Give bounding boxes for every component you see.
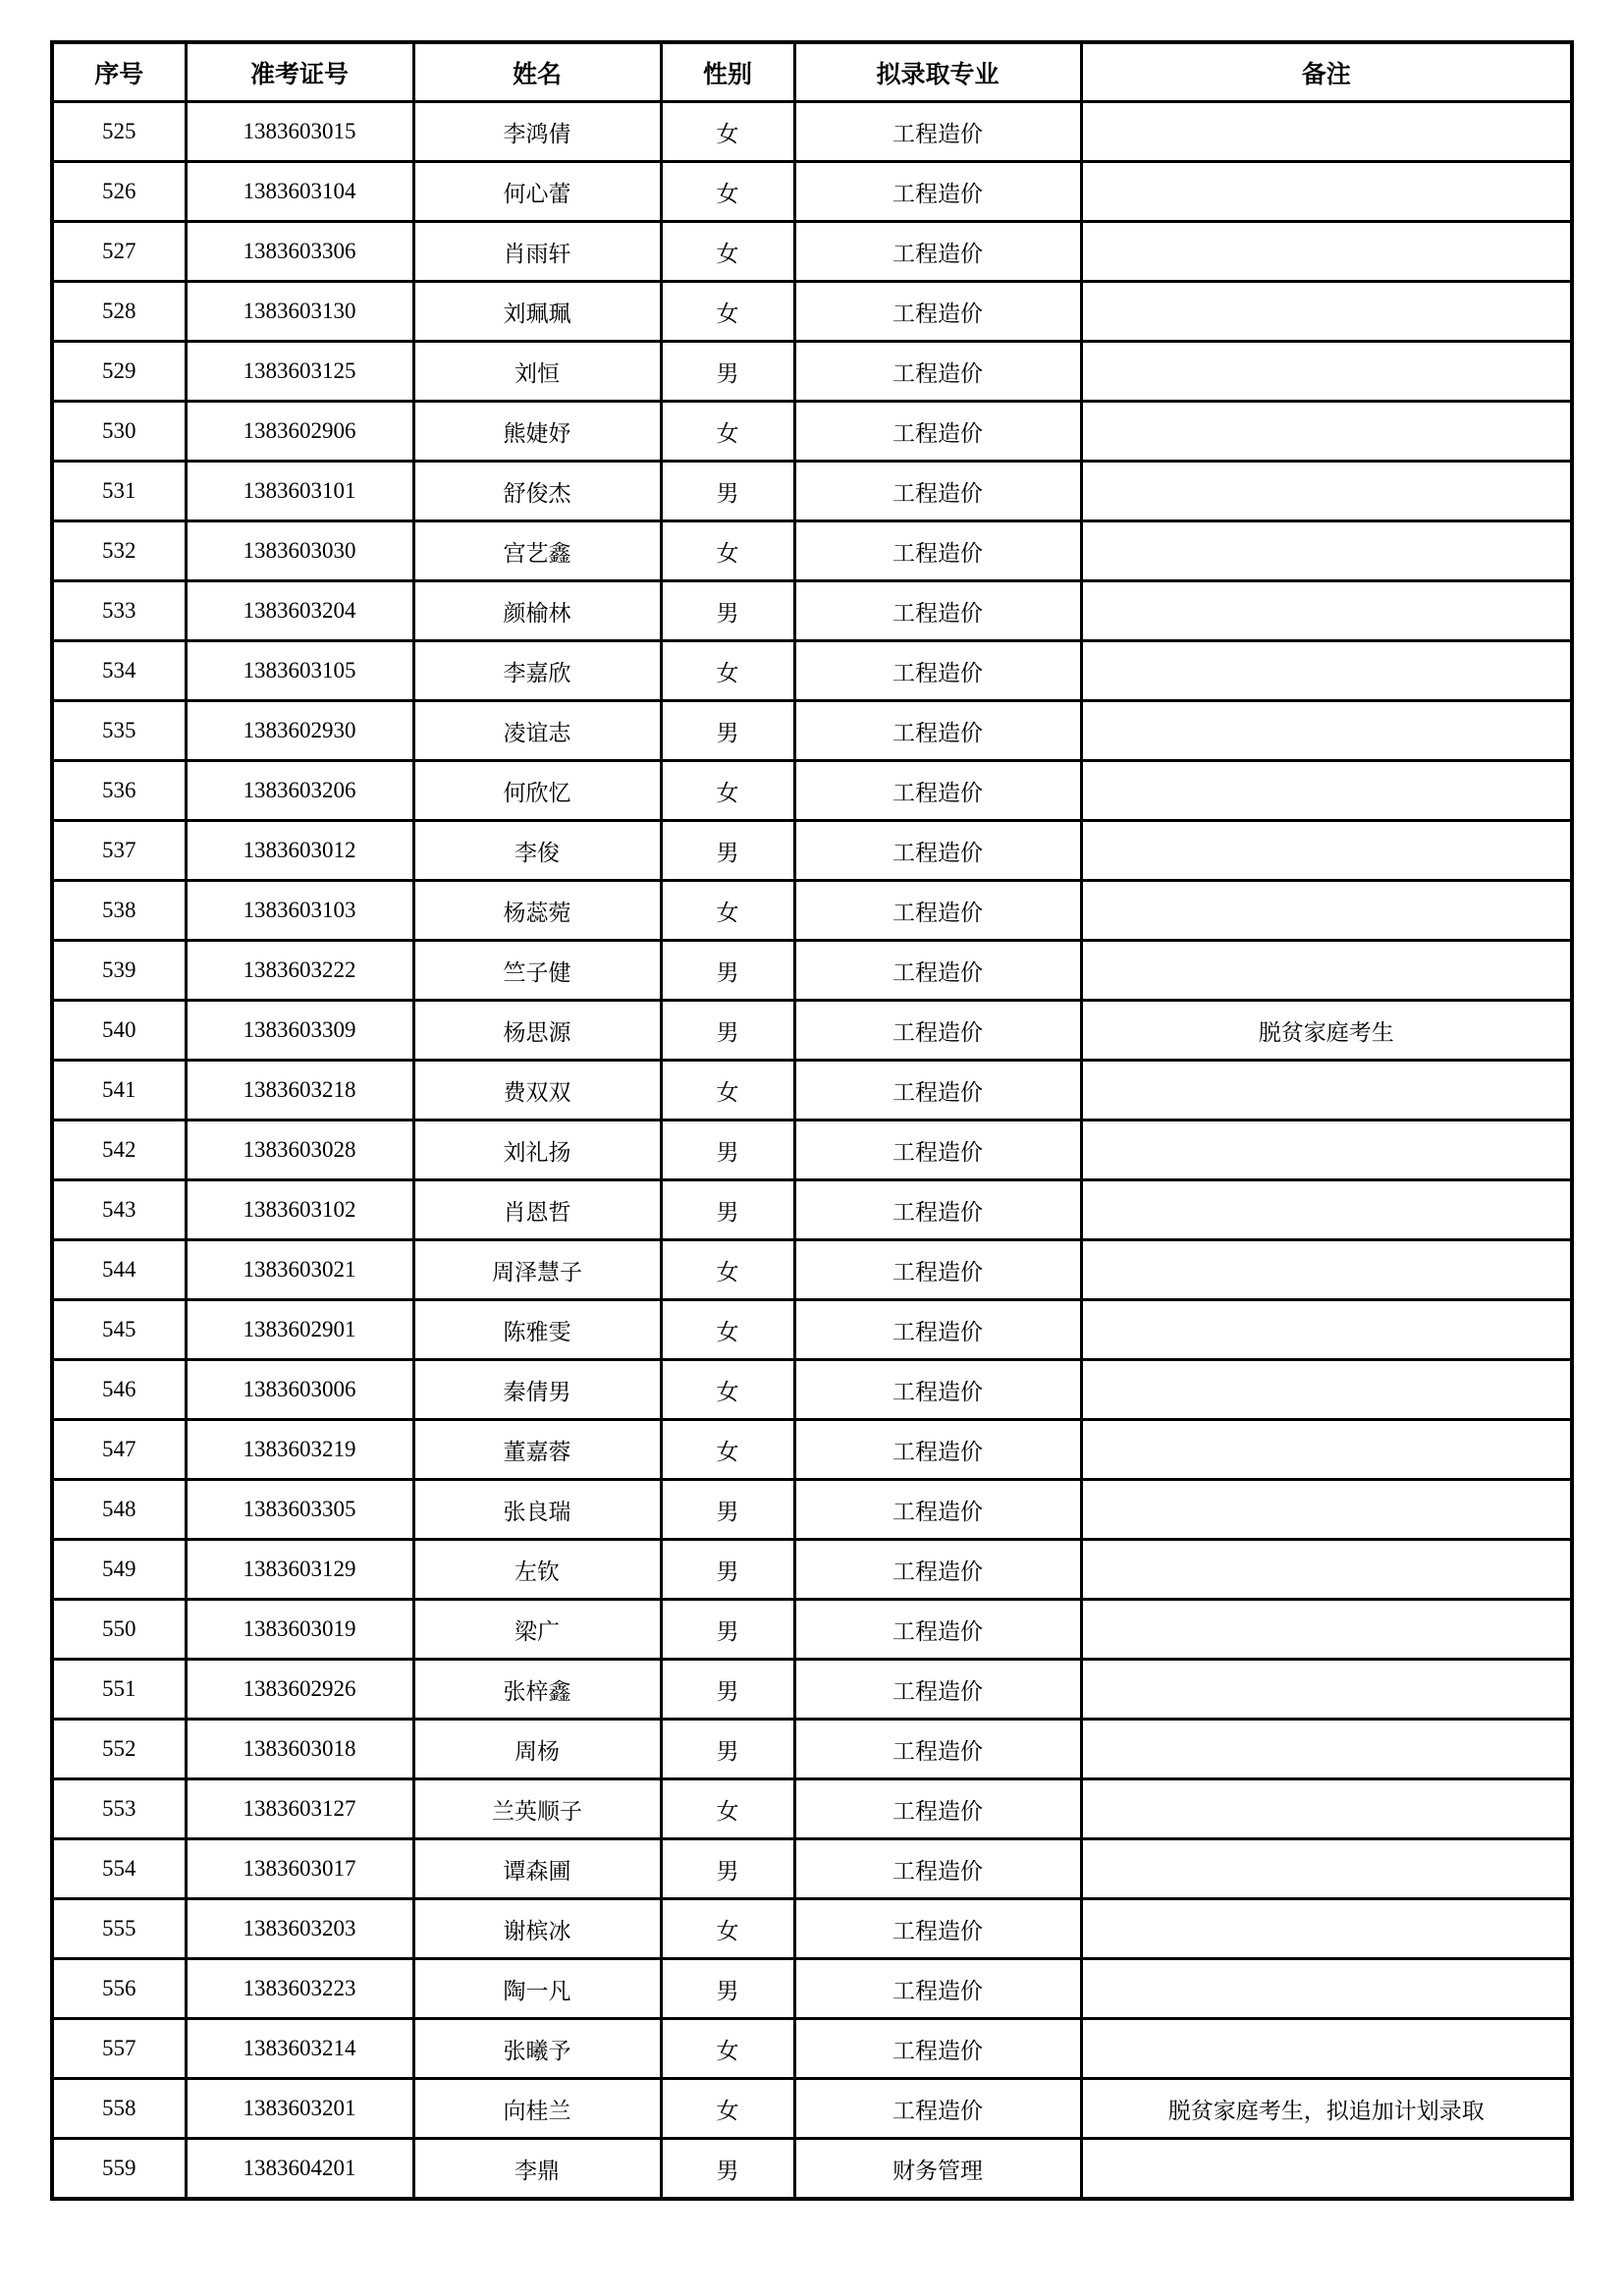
table-cell-gender: 男: [661, 2139, 794, 2200]
table-cell-index: 542: [52, 1121, 186, 1180]
table-cell-remark: [1081, 1300, 1572, 1360]
table-cell-major: 工程造价: [794, 102, 1081, 162]
table-cell-major: 工程造价: [794, 402, 1081, 462]
table-cell-examno: 1383603104: [186, 162, 413, 222]
table-cell-gender: 女: [661, 282, 794, 342]
table-cell-name: 董嘉蓉: [413, 1420, 661, 1480]
table-cell-major: 工程造价: [794, 282, 1081, 342]
column-header-name: 姓名: [413, 42, 661, 102]
table-cell-examno: 1383603214: [186, 2019, 413, 2079]
table-cell-examno: 1383603103: [186, 881, 413, 941]
table-cell-index: 541: [52, 1061, 186, 1121]
table-row: [52, 2139, 1572, 2200]
table-cell-examno: 1383603218: [186, 1061, 413, 1121]
table-cell-remark: [1081, 1360, 1572, 1420]
table-row: [52, 1300, 1572, 1360]
table-cell-gender: 男: [661, 1180, 794, 1240]
table-cell-examno: 1383602926: [186, 1660, 413, 1720]
table-cell-examno: 1383603017: [186, 1839, 413, 1899]
table-cell-examno: 1383603021: [186, 1240, 413, 1300]
table-cell-name: 左钦: [413, 1540, 661, 1600]
table-cell-index: 530: [52, 402, 186, 462]
table-cell-index: 533: [52, 581, 186, 641]
table-cell-index: 543: [52, 1180, 186, 1240]
table-cell-name: 陶一凡: [413, 1959, 661, 2019]
table-row: [52, 1600, 1572, 1660]
table-cell-name: 凌谊志: [413, 701, 661, 761]
table-cell-major: 工程造价: [794, 1839, 1081, 1899]
table-cell-index: 536: [52, 761, 186, 821]
table-cell-major: 工程造价: [794, 1001, 1081, 1061]
table-cell-index: 539: [52, 941, 186, 1001]
table-cell-gender: 男: [661, 1001, 794, 1061]
table-cell-name: 刘恒: [413, 342, 661, 402]
table-cell-gender: 男: [661, 1540, 794, 1600]
table-cell-examno: 1383603204: [186, 581, 413, 641]
table-row: [52, 1061, 1572, 1121]
table-row: [52, 462, 1572, 521]
table-row: [52, 1959, 1572, 2019]
table-cell-examno: 1383603130: [186, 282, 413, 342]
table-cell-gender: 女: [661, 761, 794, 821]
table-cell-major: 工程造价: [794, 1180, 1081, 1240]
table-row: [52, 1121, 1572, 1180]
table-cell-remark: [1081, 1720, 1572, 1779]
table-cell-gender: 男: [661, 1480, 794, 1540]
table-cell-gender: 男: [661, 462, 794, 521]
table-cell-examno: 1383603223: [186, 1959, 413, 2019]
table-row: [52, 1839, 1572, 1899]
table-cell-remark: 脱贫家庭考生: [1081, 1001, 1572, 1061]
table-cell-examno: 1383603129: [186, 1540, 413, 1600]
table-cell-index: 534: [52, 641, 186, 701]
table-cell-gender: 女: [661, 1061, 794, 1121]
table-cell-index: 528: [52, 282, 186, 342]
table-row: [52, 402, 1572, 462]
table-cell-remark: [1081, 521, 1572, 581]
table-cell-gender: 女: [661, 641, 794, 701]
table-cell-examno: 1383603006: [186, 1360, 413, 1420]
table-cell-name: 陈雅雯: [413, 1300, 661, 1360]
table-cell-gender: 女: [661, 1360, 794, 1420]
table-row: [52, 941, 1572, 1001]
table-cell-gender: 男: [661, 821, 794, 881]
table-cell-index: 557: [52, 2019, 186, 2079]
table-cell-name: 梁广: [413, 1600, 661, 1660]
table-cell-remark: [1081, 342, 1572, 402]
table-cell-remark: [1081, 581, 1572, 641]
table-cell-gender: 男: [661, 1839, 794, 1899]
table-cell-index: 554: [52, 1839, 186, 1899]
table-cell-examno: 1383603101: [186, 462, 413, 521]
table-cell-index: 546: [52, 1360, 186, 1420]
table-cell-remark: [1081, 1839, 1572, 1899]
table-cell-name: 周泽慧子: [413, 1240, 661, 1300]
table-cell-remark: [1081, 941, 1572, 1001]
table-cell-index: 558: [52, 2079, 186, 2139]
table-cell-major: 财务管理: [794, 2139, 1081, 2200]
table-cell-gender: 女: [661, 1300, 794, 1360]
table-cell-remark: [1081, 1540, 1572, 1600]
table-cell-name: 张良瑞: [413, 1480, 661, 1540]
table-cell-examno: 1383603201: [186, 2079, 413, 2139]
table-cell-major: 工程造价: [794, 2079, 1081, 2139]
table-cell-examno: 1383603203: [186, 1899, 413, 1959]
table-cell-gender: 女: [661, 1899, 794, 1959]
table-cell-major: 工程造价: [794, 1121, 1081, 1180]
table-cell-index: 548: [52, 1480, 186, 1540]
table-cell-examno: 1383603305: [186, 1480, 413, 1540]
table-row: [52, 2019, 1572, 2079]
table-cell-index: 549: [52, 1540, 186, 1600]
table-cell-name: 肖恩哲: [413, 1180, 661, 1240]
table-cell-name: 李鸿倩: [413, 102, 661, 162]
table-cell-major: 工程造价: [794, 1779, 1081, 1839]
table-row: [52, 222, 1572, 282]
table-cell-remark: [1081, 462, 1572, 521]
table-row: [52, 701, 1572, 761]
table-cell-name: 谢槟冰: [413, 1899, 661, 1959]
table-cell-index: 538: [52, 881, 186, 941]
table-cell-remark: [1081, 2019, 1572, 2079]
table-cell-remark: [1081, 1600, 1572, 1660]
table-cell-major: 工程造价: [794, 1240, 1081, 1300]
table-cell-name: 秦倩男: [413, 1360, 661, 1420]
table-row: [52, 162, 1572, 222]
document-page: [50, 40, 1574, 2201]
table-cell-name: 杨思源: [413, 1001, 661, 1061]
table-cell-gender: 女: [661, 2019, 794, 2079]
table-cell-remark: [1081, 1959, 1572, 2019]
table-cell-remark: [1081, 102, 1572, 162]
table-cell-remark: [1081, 1660, 1572, 1720]
table-cell-major: 工程造价: [794, 2019, 1081, 2079]
admission-list-table: [50, 40, 1574, 2201]
table-cell-name: 周杨: [413, 1720, 661, 1779]
table-cell-major: 工程造价: [794, 1959, 1081, 2019]
table-cell-remark: [1081, 162, 1572, 222]
table-row: [52, 1001, 1572, 1061]
table-cell-major: 工程造价: [794, 941, 1081, 1001]
table-cell-major: 工程造价: [794, 521, 1081, 581]
table-cell-name: 杨蕊菀: [413, 881, 661, 941]
table-cell-remark: 脱贫家庭考生，拟追加计划录取: [1081, 2079, 1572, 2139]
table-cell-major: 工程造价: [794, 1540, 1081, 1600]
table-row: [52, 821, 1572, 881]
table-row: [52, 1420, 1572, 1480]
table-cell-name: 李鼎: [413, 2139, 661, 2200]
table-cell-index: 551: [52, 1660, 186, 1720]
column-header-examno: 准考证号: [186, 42, 413, 102]
table-cell-name: 张曦予: [413, 2019, 661, 2079]
table-cell-examno: 1383602906: [186, 402, 413, 462]
table-cell-major: 工程造价: [794, 701, 1081, 761]
table-cell-index: 550: [52, 1600, 186, 1660]
table-cell-major: 工程造价: [794, 1720, 1081, 1779]
table-cell-remark: [1081, 881, 1572, 941]
table-cell-remark: [1081, 1899, 1572, 1959]
table-cell-name: 张梓鑫: [413, 1660, 661, 1720]
table-cell-index: 531: [52, 462, 186, 521]
table-cell-name: 熊婕妤: [413, 402, 661, 462]
table-cell-major: 工程造价: [794, 761, 1081, 821]
table-cell-remark: [1081, 1420, 1572, 1480]
table-cell-index: 559: [52, 2139, 186, 2200]
table-cell-remark: [1081, 701, 1572, 761]
table-cell-examno: 1383603030: [186, 521, 413, 581]
table-cell-index: 556: [52, 1959, 186, 2019]
table-cell-gender: 男: [661, 581, 794, 641]
table-row: [52, 881, 1572, 941]
table-row: [52, 1899, 1572, 1959]
table-cell-major: 工程造价: [794, 1420, 1081, 1480]
table-cell-remark: [1081, 1779, 1572, 1839]
table-cell-gender: 女: [661, 222, 794, 282]
table-cell-index: 526: [52, 162, 186, 222]
table-cell-major: 工程造价: [794, 462, 1081, 521]
table-cell-major: 工程造价: [794, 1480, 1081, 1540]
table-cell-name: 李俊: [413, 821, 661, 881]
table-cell-name: 费双双: [413, 1061, 661, 1121]
table-row: [52, 1540, 1572, 1600]
table-cell-remark: [1081, 2139, 1572, 2200]
table-cell-remark: [1081, 222, 1572, 282]
table-cell-gender: 男: [661, 1959, 794, 2019]
table-cell-major: 工程造价: [794, 162, 1081, 222]
table-cell-gender: 女: [661, 162, 794, 222]
table-cell-name: 何欣忆: [413, 761, 661, 821]
table-cell-major: 工程造价: [794, 1600, 1081, 1660]
table-cell-examno: 1383603019: [186, 1600, 413, 1660]
table-cell-examno: 1383603102: [186, 1180, 413, 1240]
table-cell-remark: [1081, 402, 1572, 462]
table-cell-major: 工程造价: [794, 1061, 1081, 1121]
table-cell-remark: [1081, 1240, 1572, 1300]
table-cell-index: 547: [52, 1420, 186, 1480]
table-cell-gender: 女: [661, 521, 794, 581]
table-row: [52, 761, 1572, 821]
table-cell-name: 谭森圃: [413, 1839, 661, 1899]
table-cell-index: 535: [52, 701, 186, 761]
table-cell-examno: 1383603206: [186, 761, 413, 821]
table-cell-remark: [1081, 282, 1572, 342]
table-cell-index: 552: [52, 1720, 186, 1779]
table-cell-examno: 1383602901: [186, 1300, 413, 1360]
table-row: [52, 641, 1572, 701]
table-cell-index: 532: [52, 521, 186, 581]
table-cell-name: 刘礼扬: [413, 1121, 661, 1180]
table-cell-gender: 男: [661, 941, 794, 1001]
table-cell-index: 529: [52, 342, 186, 402]
table-row: [52, 1720, 1572, 1779]
table-cell-name: 李嘉欣: [413, 641, 661, 701]
table-row: [52, 521, 1572, 581]
table-cell-major: 工程造价: [794, 222, 1081, 282]
table-cell-examno: 1383603018: [186, 1720, 413, 1779]
table-cell-index: 545: [52, 1300, 186, 1360]
table-cell-name: 颜榆林: [413, 581, 661, 641]
table-cell-major: 工程造价: [794, 1899, 1081, 1959]
table-cell-gender: 女: [661, 1240, 794, 1300]
table-cell-examno: 1383603012: [186, 821, 413, 881]
table-cell-major: 工程造价: [794, 581, 1081, 641]
table-cell-gender: 男: [661, 1121, 794, 1180]
table-cell-gender: 女: [661, 102, 794, 162]
table-cell-gender: 男: [661, 342, 794, 402]
table-cell-gender: 男: [661, 1600, 794, 1660]
table-row: [52, 2079, 1572, 2139]
table-cell-gender: 女: [661, 402, 794, 462]
table-cell-index: 537: [52, 821, 186, 881]
table-cell-name: 舒俊杰: [413, 462, 661, 521]
table-cell-gender: 男: [661, 701, 794, 761]
table-cell-examno: 1383603105: [186, 641, 413, 701]
table-cell-index: 540: [52, 1001, 186, 1061]
table-body: [52, 102, 1572, 2200]
table-cell-gender: 女: [661, 2079, 794, 2139]
table-cell-major: 工程造价: [794, 342, 1081, 402]
table-row: [52, 282, 1572, 342]
table-row: [52, 102, 1572, 162]
table-cell-index: 555: [52, 1899, 186, 1959]
table-cell-remark: [1081, 1061, 1572, 1121]
table-cell-major: 工程造价: [794, 1360, 1081, 1420]
table-cell-remark: [1081, 761, 1572, 821]
table-cell-examno: 1383603219: [186, 1420, 413, 1480]
table-cell-examno: 1383603028: [186, 1121, 413, 1180]
table-cell-major: 工程造价: [794, 1300, 1081, 1360]
table-cell-remark: [1081, 1180, 1572, 1240]
table-cell-examno: 1383603309: [186, 1001, 413, 1061]
table-cell-index: 544: [52, 1240, 186, 1300]
table-cell-remark: [1081, 641, 1572, 701]
column-header-remark: 备注: [1081, 42, 1572, 102]
table-cell-name: 向桂兰: [413, 2079, 661, 2139]
table-cell-major: 工程造价: [794, 821, 1081, 881]
table-cell-name: 竺子健: [413, 941, 661, 1001]
table-cell-examno: 1383603125: [186, 342, 413, 402]
column-header-major: 拟录取专业: [794, 42, 1081, 102]
table-cell-major: 工程造价: [794, 1660, 1081, 1720]
table-row: [52, 1779, 1572, 1839]
table-cell-name: 兰英顺子: [413, 1779, 661, 1839]
table-cell-remark: [1081, 1121, 1572, 1180]
table-header-row: [52, 42, 1572, 102]
table-cell-index: 553: [52, 1779, 186, 1839]
table-cell-remark: [1081, 821, 1572, 881]
table-cell-name: 何心蕾: [413, 162, 661, 222]
table-cell-examno: 1383603222: [186, 941, 413, 1001]
table-row: [52, 1480, 1572, 1540]
table-row: [52, 1180, 1572, 1240]
table-cell-gender: 女: [661, 1420, 794, 1480]
table-row: [52, 1240, 1572, 1300]
table-cell-gender: 男: [661, 1660, 794, 1720]
table-cell-examno: 1383603127: [186, 1779, 413, 1839]
table-cell-gender: 男: [661, 1720, 794, 1779]
table-cell-gender: 女: [661, 881, 794, 941]
table-cell-major: 工程造价: [794, 881, 1081, 941]
column-header-gender: 性别: [661, 42, 794, 102]
table-cell-name: 宫艺鑫: [413, 521, 661, 581]
table-row: [52, 342, 1572, 402]
table-row: [52, 1660, 1572, 1720]
table-row: [52, 581, 1572, 641]
table-cell-remark: [1081, 1480, 1572, 1540]
table-cell-major: 工程造价: [794, 641, 1081, 701]
table-cell-examno: 1383604201: [186, 2139, 413, 2200]
table-cell-examno: 1383602930: [186, 701, 413, 761]
table-cell-index: 527: [52, 222, 186, 282]
table-cell-name: 肖雨轩: [413, 222, 661, 282]
table-cell-index: 525: [52, 102, 186, 162]
table-cell-examno: 1383603306: [186, 222, 413, 282]
table-cell-gender: 女: [661, 1779, 794, 1839]
column-header-index: 序号: [52, 42, 186, 102]
table-row: [52, 1360, 1572, 1420]
table-cell-name: 刘珮珮: [413, 282, 661, 342]
table-cell-examno: 1383603015: [186, 102, 413, 162]
